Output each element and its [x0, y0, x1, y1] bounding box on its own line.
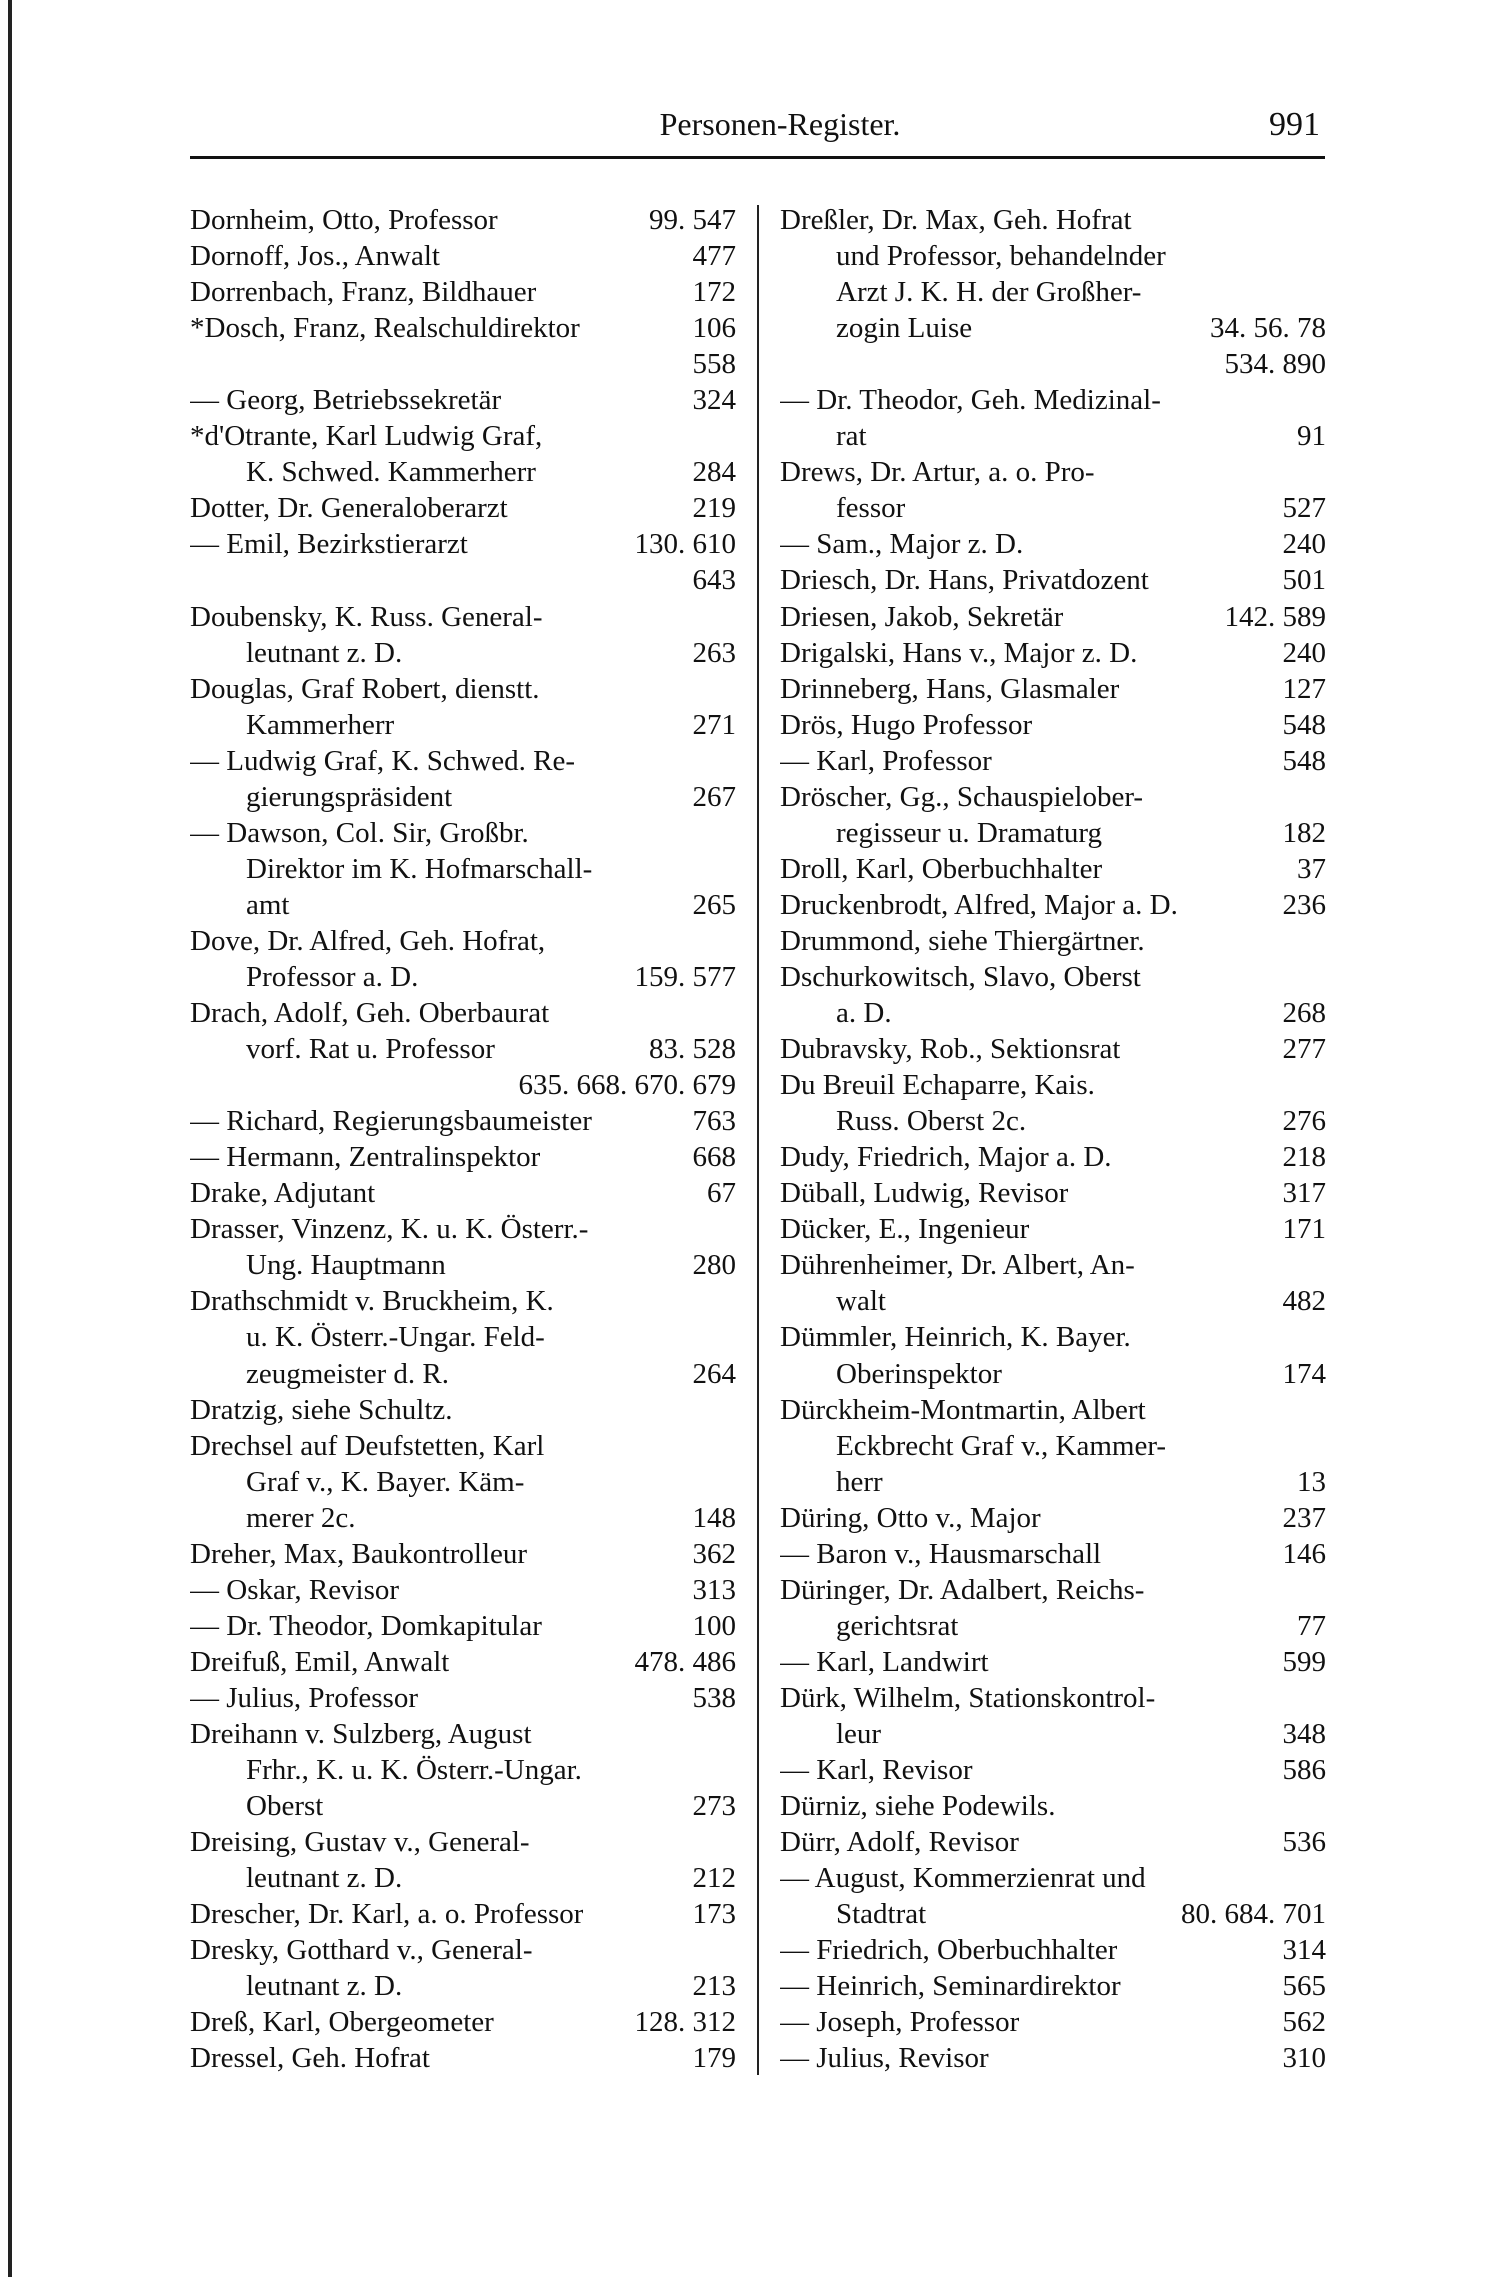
index-entry-line	[780, 382, 1326, 418]
index-entry-line	[190, 1968, 736, 2004]
entry-text: amt	[246, 888, 290, 921]
index-entry-line	[780, 1788, 1326, 1824]
index-entry-line	[190, 562, 736, 598]
index-entry-line	[780, 1067, 1326, 1103]
entry-page-refs: 264	[692, 1357, 736, 1390]
entry-text: Drasser, Vinzenz, K. u. K. Österr.-	[190, 1213, 589, 1246]
index-entry-line	[780, 743, 1326, 779]
entry-text: Dornoff, Jos., Anwalt	[190, 240, 440, 273]
entry-text: — Julius, Professor	[190, 1681, 418, 1714]
entry-page-refs: 159. 577	[634, 960, 736, 993]
index-entry-line	[780, 1392, 1326, 1428]
index-entry-line	[780, 1644, 1326, 1680]
entry-page-refs: 277	[1282, 1033, 1326, 1066]
entry-text: Dürckheim-Montmartin, Albert	[780, 1393, 1146, 1426]
index-entry-line	[190, 1067, 736, 1103]
entry-text: Dornheim, Otto, Professor	[190, 204, 498, 236]
index-entry-line	[190, 815, 736, 851]
index-entry-line	[190, 959, 736, 995]
entry-text: — Karl, Professor	[780, 744, 992, 777]
entry-page-refs: 558	[692, 348, 736, 381]
index-entry-line	[780, 2040, 1326, 2076]
entry-text: Dührenheimer, Dr. Albert, An-	[780, 1249, 1135, 1282]
index-entry-line	[190, 635, 736, 671]
index-entry-line	[190, 1356, 736, 1392]
entry-page-refs: 763	[692, 1105, 736, 1138]
index-entry-line	[190, 779, 736, 815]
entry-page-refs: 273	[692, 1790, 736, 1823]
entry-text: zeugmeister d. R.	[246, 1357, 449, 1390]
index-entry-line	[190, 418, 736, 454]
entry-text: Driesen, Jakob, Sekretär	[780, 600, 1064, 633]
entry-page-refs: 174	[1282, 1357, 1326, 1390]
index-entry-line	[780, 1572, 1326, 1608]
entry-text: Dresky, Gotthard v., General-	[190, 1934, 533, 1967]
index-entry-line	[780, 995, 1326, 1031]
entry-text: Frhr., K. u. K. Österr.-Ungar.	[246, 1754, 582, 1787]
entry-text: Dratzig, siehe Schultz.	[190, 1393, 453, 1426]
entry-text: walt	[836, 1285, 886, 1318]
entry-page-refs: 237	[1282, 1501, 1326, 1534]
entry-page-refs: 106	[692, 312, 736, 345]
entry-text: Dreising, Gustav v., General-	[190, 1826, 530, 1859]
entry-text: fessor	[836, 492, 906, 525]
entry-text: K. Schwed. Kammerherr	[246, 456, 536, 489]
entry-text: und Professor, behandelnder	[836, 240, 1166, 273]
entry-page-refs: 213	[692, 1970, 736, 2003]
index-entry-line	[780, 815, 1326, 851]
index-entry-line	[190, 346, 736, 382]
entry-text: — Ludwig Graf, K. Schwed. Re-	[190, 744, 575, 777]
entry-text: — Richard, Regierungsbaumeister	[190, 1105, 592, 1138]
entry-text: leutnant z. D.	[246, 1970, 403, 2003]
running-header-title: Personen-Register.	[659, 106, 901, 142]
page-number: 991	[1269, 106, 1320, 143]
index-entry-line	[780, 599, 1326, 635]
entry-text: — Dr. Theodor, Geh. Medizinal-	[780, 384, 1161, 417]
entry-text: Arzt J. K. H. der Großher-	[836, 276, 1142, 309]
index-entry-line	[780, 887, 1326, 923]
entry-text: — Dawson, Col. Sir, Großbr.	[190, 816, 529, 849]
index-entry-line	[780, 779, 1326, 815]
entry-page-refs: 80. 684. 701	[1181, 1898, 1326, 1931]
index-entry-line	[780, 635, 1326, 671]
entry-text: Drake, Adjutant	[190, 1177, 376, 1210]
index-entry-line	[780, 2004, 1326, 2040]
entry-text: Düball, Ludwig, Revisor	[780, 1177, 1069, 1210]
index-entry-line	[190, 1247, 736, 1283]
entry-page-refs: 100	[692, 1609, 736, 1642]
index-entry-line	[780, 1860, 1326, 1896]
page-binding-edge	[8, 0, 12, 2277]
index-entry-line	[190, 1572, 736, 1608]
entry-text: Dreifuß, Emil, Anwalt	[190, 1645, 450, 1678]
entry-text: Dreihann v. Sulzberg, August	[190, 1717, 532, 1750]
index-entry-line	[780, 346, 1326, 382]
index-entry-line	[780, 526, 1326, 562]
entry-text: Dschurkowitsch, Slavo, Oberst	[780, 960, 1141, 993]
entry-page-refs: 37	[1297, 852, 1326, 885]
index-entry-line	[190, 707, 736, 743]
entry-text: Eckbrecht Graf v., Kammer-	[836, 1429, 1167, 1462]
entry-page-refs: 501	[1282, 564, 1326, 597]
entry-text: a. D.	[836, 997, 892, 1030]
entry-text: Oberinspektor	[836, 1357, 1002, 1390]
entry-text: Dudy, Friedrich, Major a. D.	[780, 1141, 1112, 1174]
right-column	[780, 202, 1326, 2076]
index-entry-line	[190, 526, 736, 562]
index-entry-line	[190, 454, 736, 490]
entry-text: Driesch, Dr. Hans, Privatdozent	[780, 564, 1149, 597]
entry-text: Kammerherr	[246, 708, 395, 741]
index-entry-line	[190, 1139, 736, 1175]
entry-page-refs: 477	[692, 240, 736, 273]
index-entry-line	[780, 851, 1326, 887]
entry-page-refs: 565	[1282, 1970, 1326, 2003]
index-entry-line	[190, 1031, 736, 1067]
header-rule	[190, 156, 1325, 159]
entry-page-refs: 13	[1297, 1465, 1326, 1498]
entry-text: Professor a. D.	[246, 960, 419, 993]
entry-text: Dreßler, Dr. Max, Geh. Hofrat	[780, 204, 1132, 236]
entry-text: Oberst	[246, 1790, 324, 1823]
entry-text: — Sam., Major z. D.	[780, 528, 1024, 561]
entry-page-refs: 240	[1282, 636, 1326, 669]
entry-text: *d'Otrante, Karl Ludwig Graf,	[190, 420, 543, 453]
entry-text: Dove, Dr. Alfred, Geh. Hofrat,	[190, 924, 546, 957]
entry-text: Drinneberg, Hans, Glasmaler	[780, 672, 1120, 705]
entry-page-refs: 310	[1282, 2042, 1326, 2075]
entry-text: zogin Luise	[836, 312, 973, 345]
entry-page-refs: 586	[1282, 1754, 1326, 1787]
entry-page-refs: 314	[1282, 1934, 1326, 1967]
entry-page-refs: 236	[1282, 888, 1326, 921]
entry-text: — Heinrich, Seminardirektor	[780, 1970, 1121, 2003]
entry-page-refs: 218	[1282, 1141, 1326, 1174]
index-entry-line	[190, 1536, 736, 1572]
entry-page-refs: 668	[692, 1141, 736, 1174]
entry-text: Direktor im K. Hofmarschall-	[246, 852, 593, 885]
entry-page-refs: 284	[692, 456, 736, 489]
index-entry-line	[780, 1932, 1326, 1968]
index-entry-line	[780, 490, 1326, 526]
entry-text: Ung. Hauptmann	[246, 1249, 446, 1282]
index-entry-line	[190, 887, 736, 923]
entry-page-refs: 362	[692, 1537, 736, 1570]
entry-page-refs: 534. 890	[1224, 348, 1326, 381]
entry-text: Dümmler, Heinrich, K. Bayer.	[780, 1321, 1131, 1354]
index-entry-line	[780, 959, 1326, 995]
entry-text: — Baron v., Hausmarschall	[780, 1537, 1102, 1570]
entry-text: rat	[836, 420, 867, 453]
column-divider	[757, 205, 759, 2075]
index-entry-line	[190, 1644, 736, 1680]
entry-page-refs: 599	[1282, 1645, 1326, 1678]
entry-text: Düring, Otto v., Major	[780, 1501, 1041, 1534]
index-entry-line	[190, 1211, 736, 1247]
index-entry-line	[190, 202, 736, 238]
index-entry-line	[190, 238, 736, 274]
index-entry-line	[780, 1680, 1326, 1716]
index-entry-line	[780, 562, 1326, 598]
entry-page-refs: 91	[1297, 420, 1326, 453]
index-entry-line	[780, 671, 1326, 707]
entry-page-refs: 313	[692, 1573, 736, 1606]
entry-page-refs: 171	[1282, 1213, 1326, 1246]
entry-text: Doubensky, K. Russ. General-	[190, 600, 543, 633]
entry-text: Dürniz, siehe Podewils.	[780, 1790, 1056, 1823]
index-entry-line	[780, 1896, 1326, 1932]
index-entry-line	[780, 1175, 1326, 1211]
entry-page-refs: 67	[707, 1177, 736, 1210]
entry-text: — Emil, Bezirkstierarzt	[190, 528, 468, 561]
index-entry-line	[780, 1428, 1326, 1464]
entry-page-refs: 172	[692, 276, 736, 309]
entry-text: Düringer, Dr. Adalbert, Reichs-	[780, 1573, 1145, 1606]
index-entry-line	[190, 851, 736, 887]
entry-page-refs: 317	[1282, 1177, 1326, 1210]
entry-page-refs: 635. 668. 670. 679	[518, 1069, 736, 1102]
index-entry-line	[190, 1896, 736, 1932]
entry-text: gerichtsrat	[836, 1609, 959, 1642]
entry-text: Dürr, Adolf, Revisor	[780, 1826, 1019, 1859]
entry-page-refs: 482	[1282, 1285, 1326, 1318]
entry-text: Dücker, E., Ingenieur	[780, 1213, 1030, 1246]
entry-text: merer 2c.	[246, 1501, 356, 1534]
entry-page-refs: 128. 312	[634, 2006, 736, 2039]
entry-page-refs: 182	[1282, 816, 1326, 849]
index-entry-line	[190, 1752, 736, 1788]
entry-text: Drathschmidt v. Bruckheim, K.	[190, 1285, 554, 1318]
entry-page-refs: 536	[1282, 1826, 1326, 1859]
entry-page-refs: 240	[1282, 528, 1326, 561]
entry-text: Drescher, Dr. Karl, a. o. Professor	[190, 1898, 584, 1931]
entry-page-refs: 34. 56. 78	[1210, 312, 1326, 345]
index-entry-line	[190, 1103, 736, 1139]
entry-page-refs: 127	[1282, 672, 1326, 705]
index-entry-line	[780, 707, 1326, 743]
index-entry-line	[780, 1139, 1326, 1175]
index-entry-line	[190, 2004, 736, 2040]
left-column	[190, 202, 736, 2076]
index-entry-line	[780, 1500, 1326, 1536]
entry-page-refs: 265	[692, 888, 736, 921]
entry-text: — Georg, Betriebssekretär	[190, 384, 502, 417]
index-entry-line	[780, 1608, 1326, 1644]
index-entry-line	[190, 1860, 736, 1896]
index-entry-line	[780, 1752, 1326, 1788]
entry-page-refs: 548	[1282, 744, 1326, 777]
entry-text: Dürk, Wilhelm, Stationskontrol-	[780, 1681, 1156, 1714]
index-entry-line	[190, 743, 736, 779]
index-entry-line	[190, 1392, 736, 1428]
index-entry-line	[780, 1247, 1326, 1283]
entry-page-refs: 99. 547	[649, 204, 736, 236]
entry-page-refs: 263	[692, 636, 736, 669]
index-entry-line	[190, 1500, 736, 1536]
index-entry-line	[190, 1283, 736, 1319]
entry-text: Douglas, Graf Robert, dienstt.	[190, 672, 540, 705]
entry-text: Du Breuil Echaparre, Kais.	[780, 1069, 1095, 1102]
entry-page-refs: 130. 610	[634, 528, 736, 561]
index-entry-line	[190, 995, 736, 1031]
entry-text: Drummond, siehe Thiergärtner.	[780, 924, 1145, 957]
entry-text: regisseur u. Dramaturg	[836, 816, 1103, 849]
entry-text: — Joseph, Professor	[780, 2006, 1020, 2039]
entry-text: u. K. Österr.-Ungar. Feld-	[246, 1321, 545, 1354]
entry-text: leur	[836, 1717, 882, 1750]
index-entry-line	[190, 490, 736, 526]
entry-text: Stadtrat	[836, 1898, 927, 1931]
index-entry-line	[780, 274, 1326, 310]
index-entry-line	[190, 1464, 736, 1500]
index-entry-line	[780, 1356, 1326, 1392]
index-entry-line	[190, 382, 736, 418]
entry-page-refs: 148	[692, 1501, 736, 1534]
index-entry-line	[780, 454, 1326, 490]
entry-text: Dressel, Geh. Hofrat	[190, 2042, 430, 2075]
entry-text: — Karl, Revisor	[780, 1754, 973, 1787]
entry-page-refs: 271	[692, 708, 736, 741]
entry-text: Dotter, Dr. Generaloberarzt	[190, 492, 508, 525]
entry-page-refs: 527	[1282, 492, 1326, 525]
entry-page-refs: 77	[1297, 1609, 1326, 1642]
entry-page-refs: 324	[692, 384, 736, 417]
entry-page-refs: 267	[692, 780, 736, 813]
entry-text: Graf v., K. Bayer. Käm-	[246, 1465, 525, 1498]
index-entry-line	[780, 1319, 1326, 1355]
index-entry-line	[780, 923, 1326, 959]
entry-text: — Oskar, Revisor	[190, 1573, 400, 1606]
entry-page-refs: 348	[1282, 1717, 1326, 1750]
entry-text: vorf. Rat u. Professor	[246, 1033, 495, 1066]
entry-page-refs: 142. 589	[1224, 600, 1326, 633]
entry-text: — Hermann, Zentralinspektor	[190, 1141, 541, 1174]
index-entry-line	[190, 1788, 736, 1824]
entry-text: Dubravsky, Rob., Sektionsrat	[780, 1033, 1121, 1066]
entry-page-refs: 83. 528	[649, 1033, 736, 1066]
index-entry-line	[780, 310, 1326, 346]
entry-page-refs: 146	[1282, 1537, 1326, 1570]
entry-text: — Dr. Theodor, Domkapitular	[190, 1609, 542, 1642]
index-entry-line	[190, 1716, 736, 1752]
entry-page-refs: 478. 486	[634, 1645, 736, 1678]
entry-text: — Julius, Revisor	[780, 2042, 989, 2075]
entry-page-refs: 548	[1282, 708, 1326, 741]
index-entry-line	[780, 1283, 1326, 1319]
index-entry-line	[190, 1608, 736, 1644]
entry-text: gierungspräsident	[246, 780, 453, 813]
index-entry-line	[780, 1824, 1326, 1860]
entry-text: Dröscher, Gg., Schauspielober-	[780, 780, 1144, 813]
entry-text: Drös, Hugo Professor	[780, 708, 1033, 741]
entry-page-refs: 562	[1282, 2006, 1326, 2039]
entry-text: — August, Kommerzienrat und	[780, 1862, 1146, 1895]
index-entry-line	[190, 1175, 736, 1211]
entry-text: Russ. Oberst 2c.	[836, 1105, 1027, 1138]
entry-text: leutnant z. D.	[246, 1862, 403, 1895]
index-entry-line	[190, 923, 736, 959]
index-entry-line	[190, 599, 736, 635]
entry-text: Droll, Karl, Oberbuchhalter	[780, 852, 1103, 885]
entry-page-refs: 280	[692, 1249, 736, 1282]
entry-page-refs: 173	[692, 1898, 736, 1931]
entry-page-refs: 643	[692, 564, 736, 597]
entry-text: Druckenbrodt, Alfred, Major a. D.	[780, 888, 1178, 921]
index-entry-line	[780, 418, 1326, 454]
entry-page-refs: 179	[692, 2042, 736, 2075]
index-entry-line	[780, 1464, 1326, 1500]
entry-page-refs: 219	[692, 492, 736, 525]
entry-text: Dreß, Karl, Obergeometer	[190, 2006, 494, 2039]
entry-text: Drechsel auf Deufstetten, Karl	[190, 1429, 545, 1462]
entry-page-refs: 538	[692, 1681, 736, 1714]
entry-page-refs: 276	[1282, 1105, 1326, 1138]
entry-text: Drach, Adolf, Geh. Oberbaurat	[190, 997, 550, 1030]
index-entry-line	[780, 1031, 1326, 1067]
index-entry-line	[190, 671, 736, 707]
index-entry-line	[780, 1968, 1326, 2004]
entry-page-refs: 268	[1282, 997, 1326, 1030]
entry-text: leutnant z. D.	[246, 636, 403, 669]
index-entry-line	[780, 202, 1326, 238]
index-entry-line	[780, 1536, 1326, 1572]
index-entry-line	[190, 1824, 736, 1860]
entry-text: Drigalski, Hans v., Major z. D.	[780, 636, 1138, 669]
index-entry-line	[780, 1716, 1326, 1752]
index-entry-line	[780, 1211, 1326, 1247]
index-entry-line	[190, 1680, 736, 1716]
index-entry-line	[190, 310, 736, 346]
index-entry-line	[190, 2040, 736, 2076]
index-entry-line	[780, 238, 1326, 274]
entry-text: Dreher, Max, Baukontrolleur	[190, 1537, 528, 1570]
entry-text: Drews, Dr. Artur, a. o. Pro-	[780, 456, 1095, 489]
entry-text: herr	[836, 1465, 883, 1498]
index-entry-line	[190, 1428, 736, 1464]
entry-text: Dorrenbach, Franz, Bildhauer	[190, 276, 537, 309]
entry-text: *Dosch, Franz, Realschuldirektor	[190, 312, 580, 345]
index-entry-line	[190, 274, 736, 310]
entry-page-refs: 212	[692, 1862, 736, 1895]
entry-text: — Friedrich, Oberbuchhalter	[780, 1934, 1118, 1967]
entry-text: — Karl, Landwirt	[780, 1645, 989, 1678]
index-entry-line	[780, 1103, 1326, 1139]
index-entry-line	[190, 1319, 736, 1355]
index-entry-line	[190, 1932, 736, 1968]
